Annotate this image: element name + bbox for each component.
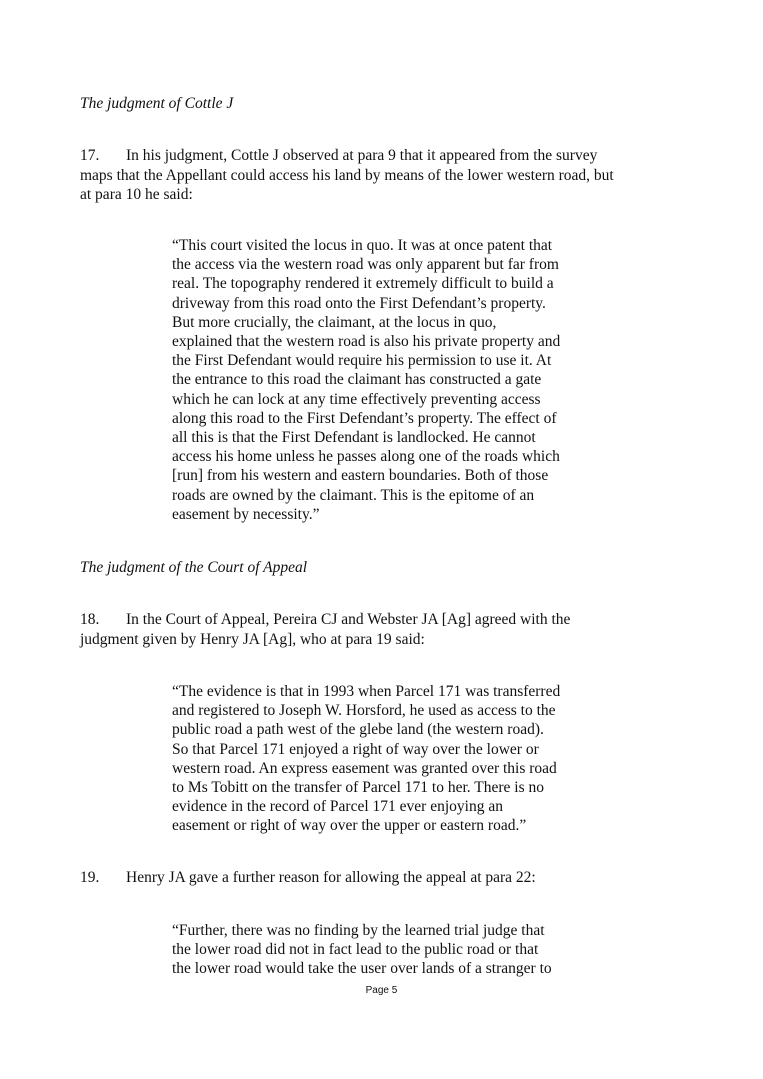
paragraph-line: at para 10 he said: (80, 186, 193, 203)
section-heading-court-of-appeal: The judgment of the Court of Appeal (80, 559, 308, 576)
paragraph-line: maps that the Appellant could access his land by means of the lower western road, but (80, 166, 614, 184)
quote-line: along this road to the First Defendant’s property. The effect of (172, 409, 557, 427)
quote-line: So that Parcel 171 enjoyed a right of way over the lower or (172, 740, 539, 758)
paragraph-19 (80, 868, 680, 888)
quote-line: real. The topography rendered it extremely difficult to build a (172, 275, 554, 293)
quote-line: easement or right of way over the upper or eastern road.” (172, 817, 527, 835)
quote-line: roads are owned by the claimant. This is the epitome of an (172, 486, 535, 504)
page-number: Page 5 (365, 985, 398, 996)
quotation-henry-para-19 (172, 682, 632, 836)
quote-line: “This court visited the locus in quo. It was at once patent that (172, 237, 553, 254)
paragraph-line: 19. Henry JA gave a further reason for allowing the appeal at para 22: (80, 869, 536, 886)
paragraph-17 (80, 146, 680, 205)
quote-line: [run] from his western and eastern boundaries. Both of those (172, 467, 549, 485)
quotation-cottle (172, 236, 632, 524)
quote-line: which he can lock at any time effectively preventing access (172, 390, 541, 408)
quote-line: driveway from this road onto the First Defendant’s property. (172, 294, 546, 312)
paragraph-number: 17. (80, 147, 100, 164)
paragraph-line: judgment given by Henry JA [Ag], who at para 19 said: (80, 630, 425, 648)
quote-line: public road a path west of the glebe land (the western road). (172, 721, 544, 739)
quote-line: explained that the western road is also his private property and (172, 333, 561, 351)
paragraph-line: 17. In his judgment, Cottle J observed at para 9 that it appeared from the survey (80, 147, 598, 164)
quote-line: the access via the western road was only apparent but far from (172, 256, 559, 274)
quote-line: “Further, there was no finding by the learned trial judge that (172, 922, 545, 939)
quote-line: easement by necessity.” (172, 505, 320, 523)
quote-line: access his home unless he passes along one of the roads which (172, 448, 560, 466)
paragraph-number: 18. (80, 611, 100, 628)
quote-line: western road. An express easement was granted over this road (172, 759, 557, 777)
quote-line: all this is that the First Defendant is landlocked. He cannot (172, 429, 536, 447)
quote-line: the lower road would take the user over lands of a stranger to (172, 960, 552, 978)
quote-line: But more crucially, the claimant, at the locus in quo, (172, 313, 497, 331)
quote-line: “The evidence is that in 1993 when Parcel 171 was transferred (172, 683, 561, 700)
quotation-henry-para-22 (172, 921, 632, 979)
quote-line: to Ms Tobitt on the transfer of Parcel 171 to her. There is no (172, 779, 544, 797)
quote-line: the lower road did not in fact lead to the public road or that (172, 941, 539, 959)
section-heading-cottle: The judgment of Cottle J (80, 95, 234, 112)
quote-line: evidence in the record of Parcel 171 ever enjoying an (172, 798, 503, 816)
paragraph-number: 19. (80, 869, 100, 886)
paragraph-line: 18. In the Court of Appeal, Pereira CJ and Webster JA [Ag] agreed with the (80, 611, 571, 628)
paragraph-18 (80, 610, 680, 649)
quote-line: the First Defendant would require his permission to use it. At (172, 352, 552, 370)
quote-line: and registered to Joseph W. Horsford, he used as access to the (172, 702, 556, 720)
quote-line: the entrance to this road the claimant has constructed a gate (172, 371, 542, 389)
